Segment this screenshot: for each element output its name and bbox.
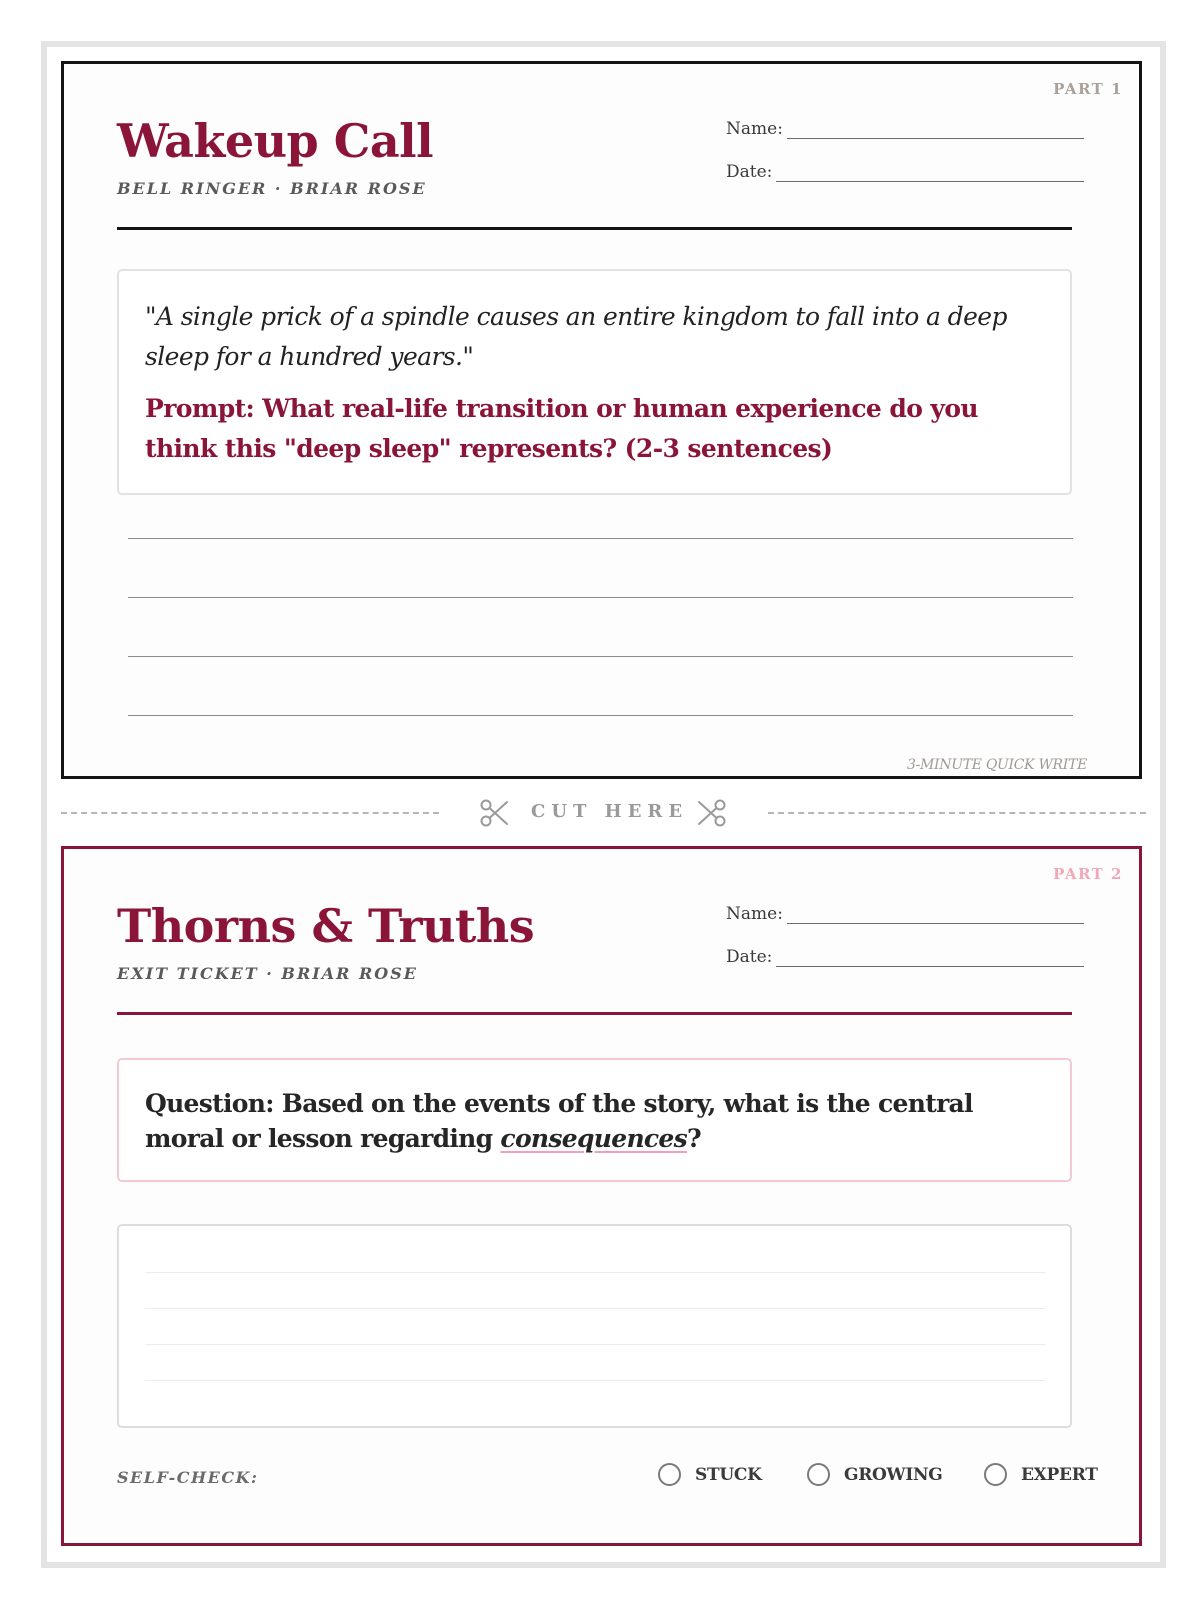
- scissors-icon: [695, 797, 727, 829]
- radio-button[interactable]: [658, 1463, 681, 1486]
- question-end: ?: [687, 1124, 701, 1153]
- writing-line[interactable]: [128, 597, 1073, 598]
- cut-line-right: [768, 812, 1146, 814]
- question-text: Question: Based on the events of the story, what is the central moral or lesson regarding: [145, 1089, 973, 1153]
- date-field[interactable]: [726, 162, 1084, 182]
- self-check-option-stuck[interactable]: [658, 1463, 762, 1486]
- header-divider: [117, 1012, 1072, 1015]
- writing-line[interactable]: [128, 538, 1073, 539]
- writing-prompt: Prompt: What real-life transition or human experience do you think this "deep sleep" represents? (2-3 sentences): [145, 394, 978, 463]
- name-blank[interactable]: [787, 125, 1084, 139]
- name-label: Name:: [726, 904, 783, 924]
- self-check-label: SELF-CHECK:: [117, 1468, 259, 1487]
- answer-line: [145, 1344, 1046, 1345]
- date-blank[interactable]: [776, 168, 1084, 182]
- writing-line[interactable]: [128, 715, 1073, 716]
- radio-button[interactable]: [807, 1463, 830, 1486]
- scissors-icon: [479, 797, 511, 829]
- card-title: Wakeup Call: [117, 114, 434, 168]
- self-check-option-growing[interactable]: [807, 1463, 942, 1486]
- bell-ringer-card: [61, 61, 1142, 779]
- prompt-box: [117, 269, 1072, 495]
- answer-box[interactable]: [117, 1224, 1072, 1428]
- writing-line[interactable]: [128, 656, 1073, 657]
- header-divider: [117, 227, 1072, 230]
- self-check-option-expert[interactable]: [984, 1463, 1098, 1486]
- date-label: Date:: [726, 947, 773, 967]
- option-label: EXPERT: [1021, 1464, 1098, 1485]
- answer-line: [145, 1272, 1046, 1273]
- name-label: Name:: [726, 119, 783, 139]
- exit-ticket-card: [61, 846, 1142, 1546]
- option-label: STUCK: [695, 1464, 762, 1485]
- question-emphasis: consequences: [500, 1124, 688, 1153]
- radio-button[interactable]: [984, 1463, 1007, 1486]
- card-title: Thorns & Truths: [117, 899, 535, 953]
- cut-line-left: [61, 812, 439, 814]
- date-field[interactable]: [726, 947, 1084, 967]
- option-label: GROWING: [844, 1464, 943, 1485]
- question-box: [117, 1058, 1072, 1182]
- card-subtitle: EXIT TICKET · BRIAR ROSE: [117, 964, 418, 983]
- date-blank[interactable]: [776, 953, 1084, 967]
- part-label: PART 2: [1053, 865, 1123, 883]
- name-blank[interactable]: [787, 910, 1084, 924]
- cut-here-label: CUT HERE: [531, 801, 689, 822]
- date-label: Date:: [726, 162, 773, 182]
- name-field[interactable]: [726, 904, 1084, 924]
- footer-note: 3-MINUTE QUICK WRITE: [906, 757, 1087, 773]
- exit-question: [145, 1086, 1044, 1156]
- card-subtitle: BELL RINGER · BRIAR ROSE: [117, 179, 427, 198]
- name-field[interactable]: [726, 119, 1084, 139]
- answer-line: [145, 1380, 1046, 1381]
- answer-line: [145, 1308, 1046, 1309]
- part-label: PART 1: [1053, 80, 1123, 98]
- story-quote: "A single prick of a spindle causes an entire kingdom to fall into a deep sleep for a hundred years.": [145, 302, 1007, 371]
